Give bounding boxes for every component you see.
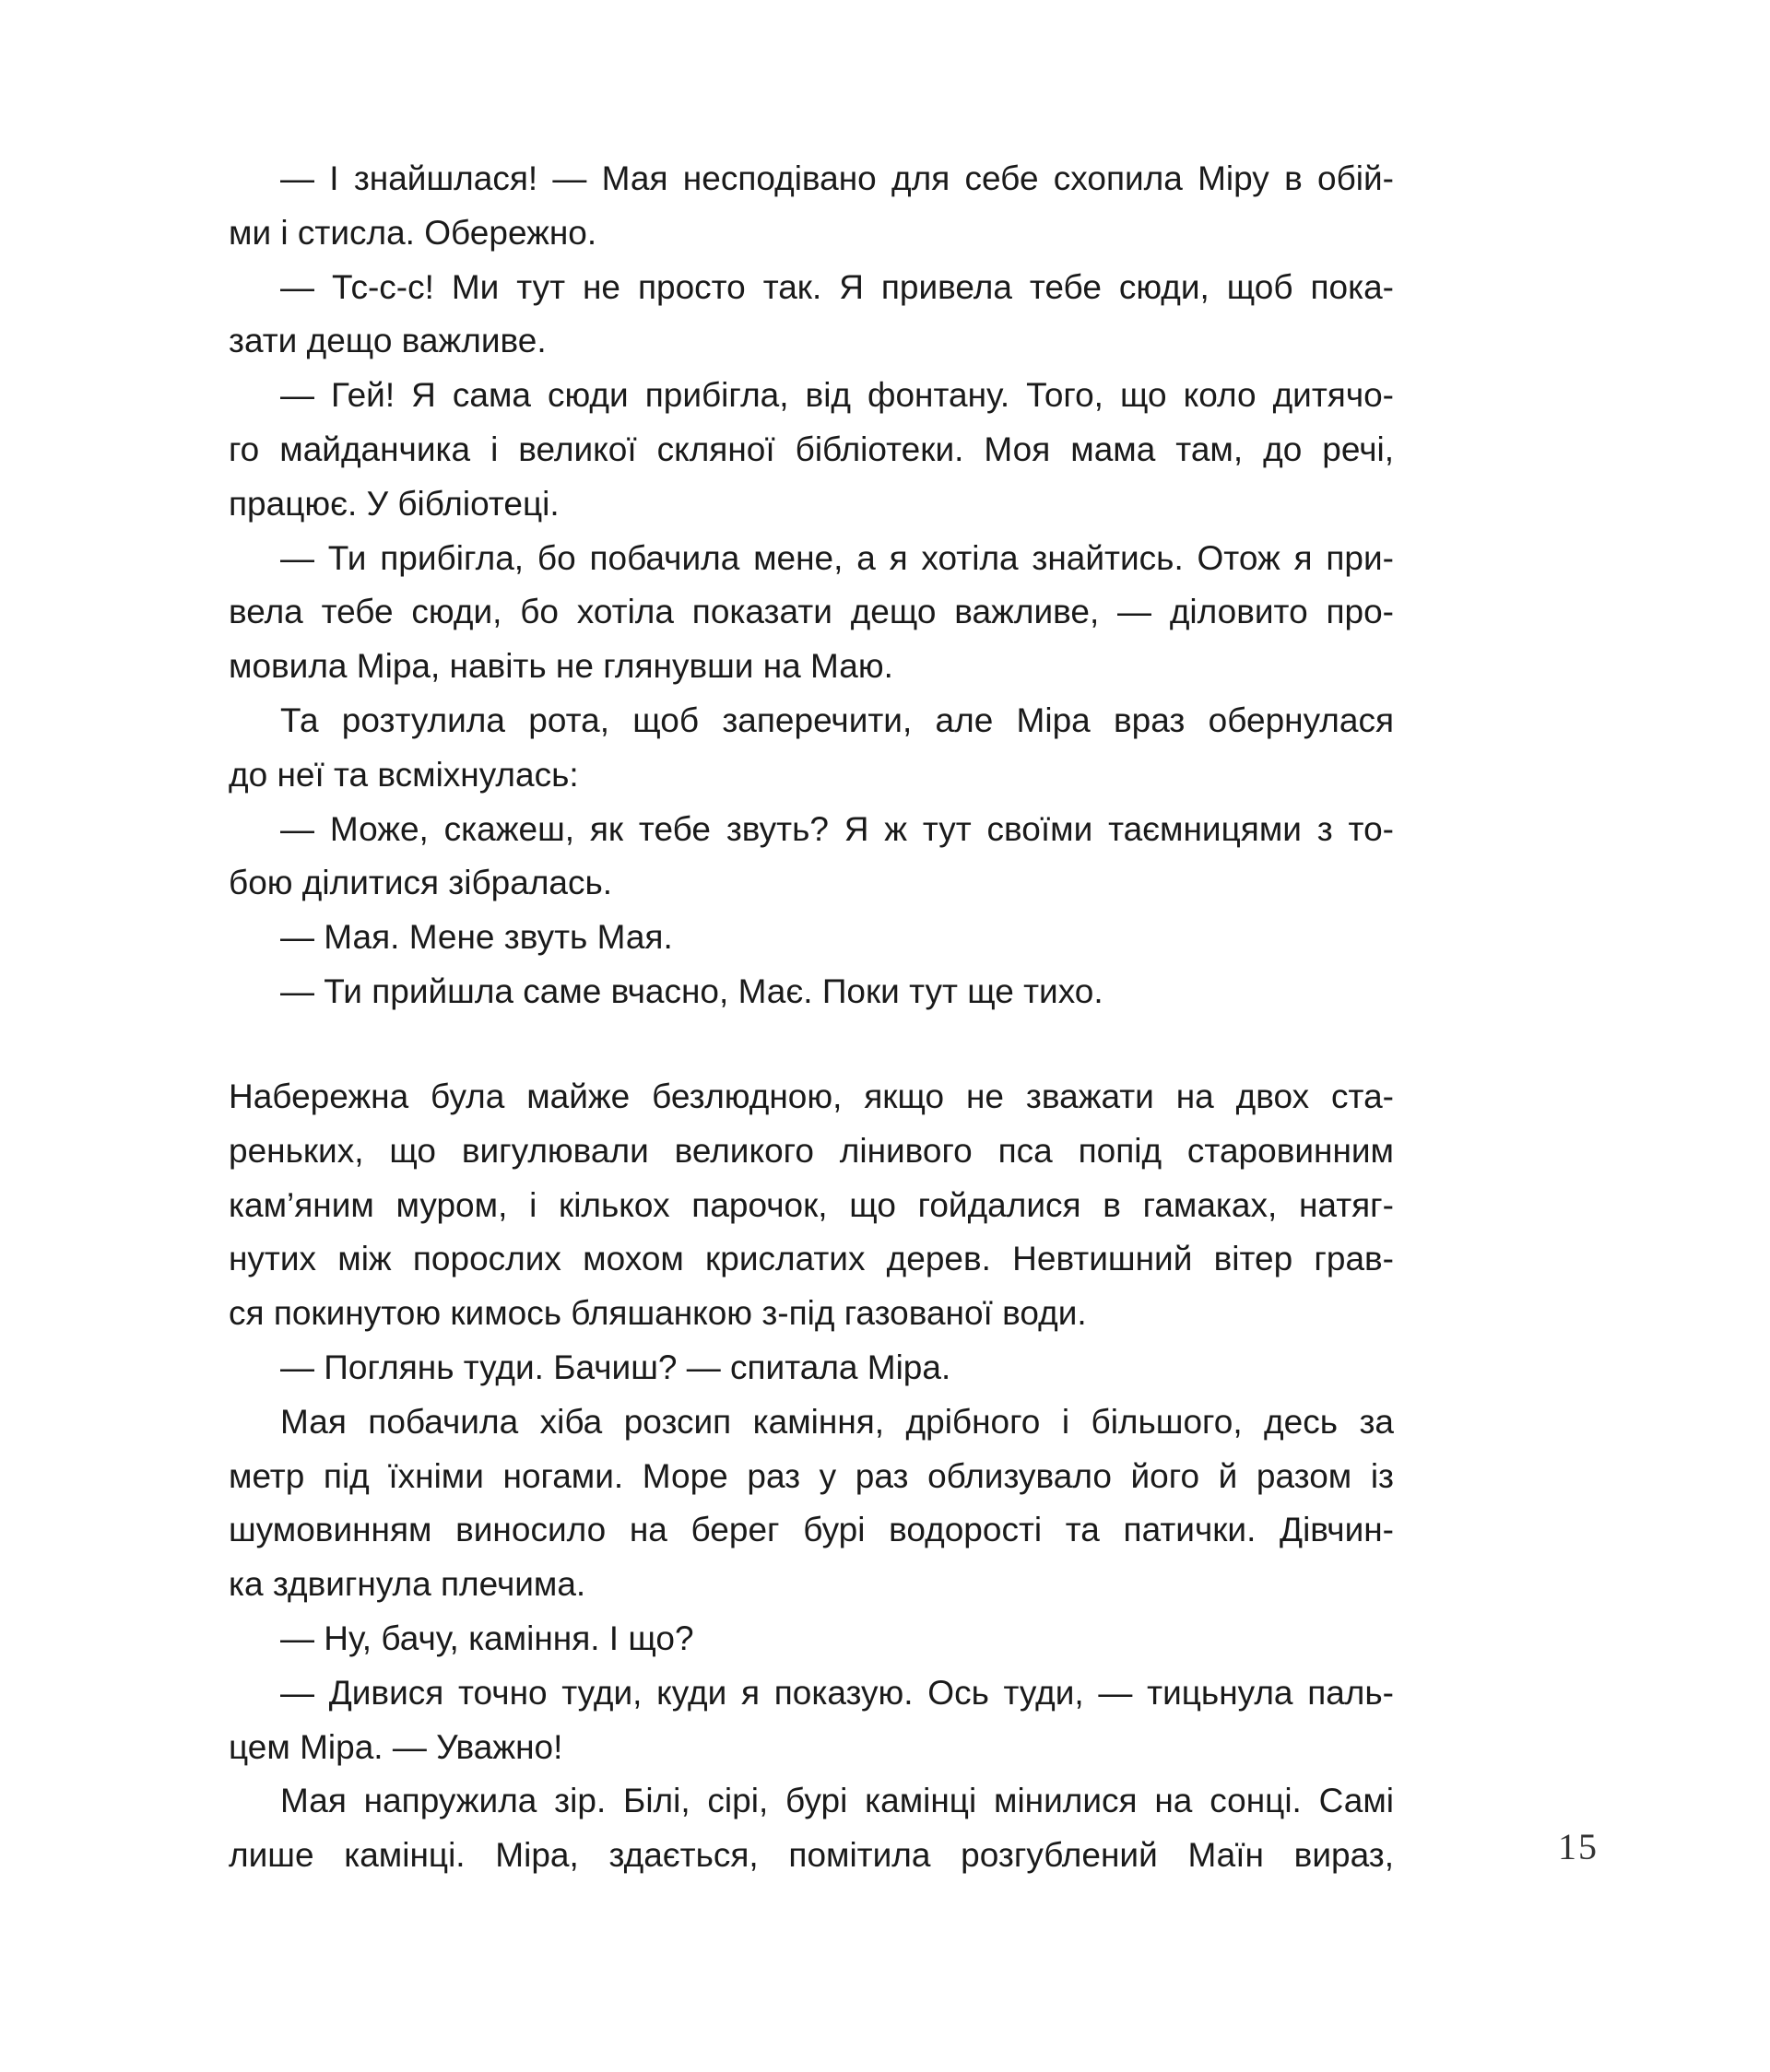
text-line: реньких, що вигулювали великого лінивого пса попід старовинним	[229, 1131, 1394, 1170]
text-line: мовила Міра, навіть не глянувши на Маю.	[229, 647, 893, 686]
text-line: — Ти прийшла саме вчасно, Має. Поки тут ще тихо.	[280, 971, 1103, 1010]
text-line: до неї та всміхнулась:	[229, 755, 579, 794]
text-line: — Тс-с-с! Ми тут не просто так. Я привела тебе сюди, щоб пока-	[280, 267, 1394, 306]
text-line: ка здвигнула плечима.	[229, 1565, 586, 1604]
text-line: Мая побачила хіба розсип каміння, дрібного і більшого, десь за	[280, 1402, 1394, 1441]
text-line: бою ділитися зібралась.	[229, 864, 613, 902]
text-line: нутих між порослих мохом крислатих дерев. Невтишний вітер грав-	[229, 1240, 1394, 1278]
text-line: — Може, скажеш, як тебе звуть? Я ж тут своїми таємницями з то-	[280, 809, 1394, 848]
text-line: Набережна була майже безлюдною, якщо не зважати на двох ста-	[229, 1077, 1394, 1115]
text-line: — Дивися точно туди, куди я показую. Ось туди, — тицьнула паль-	[280, 1673, 1394, 1712]
text-line: — Мая. Мене звуть Мая.	[280, 918, 673, 957]
text-line: — Гей! Я сама сюди прибігла, від фонтану. Того, що коло дитячо-	[280, 376, 1394, 415]
text-line: зати дещо важливе.	[229, 322, 547, 360]
text-line: ми і стисла. Обережно.	[229, 213, 597, 252]
text-line: вела тебе сюди, бо хотіла показати дещо важливе, — діловито про-	[229, 593, 1394, 631]
text-line: го майданчика і великої скляної бібліотеки. Моя мама там, до речі,	[229, 430, 1394, 468]
text-line: — Поглянь туди. Бачиш? — спитала Міра.	[280, 1348, 951, 1386]
text-line: цем Міра. — Уважно!	[229, 1727, 563, 1766]
text-line: Мая напружила зір. Білі, сірі, бурі камінці мінилися на сонці. Самі	[280, 1782, 1394, 1820]
text-line: метр під їхніми ногами. Море раз у раз облизувало його й разом із	[229, 1456, 1394, 1495]
text-line: лише камінці. Міра, здається, помітила розгублений Маїн вираз,	[229, 1836, 1394, 1875]
text-line: — Ну, бачу, каміння. І що?	[280, 1619, 694, 1657]
text-section-embankment	[229, 1070, 1394, 1883]
page-number: 15	[1558, 1826, 1599, 1867]
text-line: працює. У бібліотеці.	[229, 484, 560, 523]
text-line: шумовинням виносило на берег бурі водорості та патички. Дівчин-	[229, 1511, 1394, 1549]
text-line: — І знайшлася! — Мая несподівано для себе схопила Міру в обій-	[280, 159, 1394, 197]
text-section-dialogue	[229, 152, 1394, 1019]
text-line: ся покинутою кимось бляшанкою з-під газованої води.	[229, 1294, 1087, 1333]
text-line: Та розтулила рота, щоб заперечити, але Міра враз обернулася	[280, 700, 1394, 739]
text-line: — Ти прибігла, бо побачила мене, а я хотіла знайтись. Отож я при-	[280, 538, 1394, 577]
text-line: кам’яним муром, і кількох парочок, що гойдалися в гамаках, натяг-	[229, 1185, 1394, 1224]
